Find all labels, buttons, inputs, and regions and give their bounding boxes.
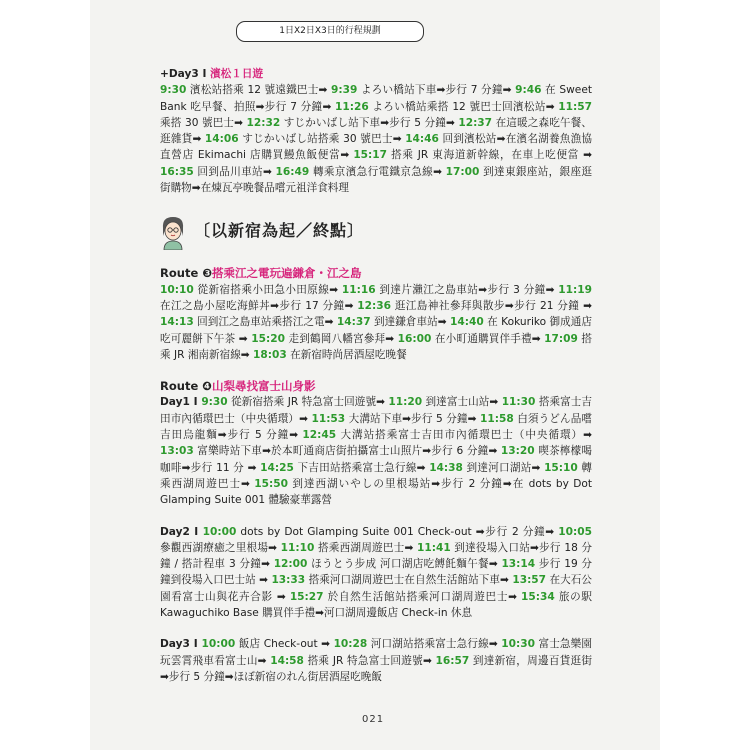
itinerary-text: 搭乘 JR 東海道新幹線，在車上吃便當 ➡	[387, 149, 592, 162]
route4-day3-itinerary	[160, 636, 592, 685]
itinerary-text: 在 Sweet Bank 吃早餐、拍照➡步行 7 分鐘➡	[160, 84, 592, 113]
itinerary-text: 濱松站搭乘 12 號遠鐵巴士➡	[186, 84, 331, 97]
time-stamp: 18:03	[253, 348, 287, 361]
time-stamp: 10:30	[501, 638, 535, 651]
itinerary-text: 搭乘 JR 特急富士回遊號➡	[303, 654, 436, 667]
itinerary-text: 在江之島小屋吃海鮮丼➡步行 17 分鐘➡	[160, 299, 358, 312]
itinerary-text: 到達河口湖站➡	[462, 461, 545, 474]
route4-day3-label: Day3 I	[160, 638, 202, 651]
itinerary-text: 喫茶檸檬喝咖啡➡步行 11 分 ➡	[160, 445, 592, 474]
time-stamp: 13:14	[501, 558, 536, 571]
time-stamp: 10:10	[160, 283, 194, 296]
itinerary-text: 旅の駅 Kawaguchiko Base 購買伴手禮➡河口湖周邊飯店 Check-in 休息	[160, 590, 592, 620]
itinerary-text: 在 Kokuriko 御成通店吃可麗餅下午茶 ➡	[160, 316, 592, 345]
itinerary-text: 下吉田站搭乘富士急行線➡	[293, 461, 430, 474]
avatar-icon	[158, 214, 188, 248]
time-stamp: 9:30	[160, 84, 187, 97]
time-stamp: 11:16	[341, 283, 376, 296]
time-stamp: 11:19	[558, 283, 592, 296]
time-stamp: 11:53	[311, 412, 346, 425]
time-stamp: 13:03	[160, 445, 194, 458]
time-stamp: 11:58	[479, 412, 514, 425]
route4-day2-body	[160, 526, 592, 619]
itinerary-text: 富樂時站下車➡於本町通商店街拍攝富士山照片➡步行 6 分鐘➡	[193, 445, 501, 458]
itinerary-text: 大溝站搭乘富士吉田市內循環巴士（中央循環）➡	[336, 429, 592, 442]
time-stamp: 12:45	[302, 429, 337, 442]
time-stamp: 15:20	[251, 332, 285, 345]
route3-heading-prefix: Route ❸	[160, 266, 212, 281]
time-stamp: 10:00	[201, 638, 236, 651]
time-stamp: 15:34	[521, 590, 555, 603]
time-stamp: 14:37	[336, 316, 371, 329]
day3-heading-title: 濱松１日遊	[210, 68, 264, 80]
page-header-title: 1日X2日X3日的行程規劃	[236, 21, 424, 42]
time-stamp: 11:20	[388, 396, 423, 409]
page-content	[160, 66, 592, 700]
itinerary-text: よろい橋站乘搭 12 號巴士回濱松站➡	[368, 100, 559, 113]
route4-day2-section	[160, 524, 592, 622]
day3-itinerary	[160, 82, 592, 196]
itinerary-text: 步行 19 分鐘到役場入口巴士站 ➡	[160, 558, 592, 587]
itinerary-text: 搭乘河口湖周遊巴士在自然生活館站下車➡	[305, 574, 513, 587]
time-stamp: 15:27	[289, 590, 324, 603]
time-stamp: 16:57	[435, 654, 470, 667]
time-stamp: 13:20	[500, 445, 535, 458]
itinerary-text: 在這暖之森吃午餐、逛雜貨➡	[160, 116, 592, 146]
time-stamp: 15:10	[544, 461, 578, 474]
banner-title: 〔以新宿為起／終點〕	[194, 221, 365, 241]
time-stamp: 11:30	[501, 396, 536, 409]
route4-heading-prefix: Route ❹	[160, 379, 212, 394]
time-stamp: 13:33	[271, 574, 306, 587]
time-stamp: 10:28	[333, 638, 368, 651]
route3-section	[160, 265, 592, 363]
itinerary-text: 大溝站下車➡步行 5 分鐘➡	[345, 412, 480, 425]
itinerary-text: dots by Dot Glamping Suite 001 Check-out ➡步行 2 分鐘➡	[236, 525, 559, 538]
time-stamp: 14:13	[160, 316, 194, 329]
route4-day1-itinerary	[160, 394, 592, 508]
itinerary-text: 到達東銀座站，銀座逛街購物➡在煉瓦亭晚餐品嚐元祖洋食料理	[160, 165, 592, 195]
route3-itinerary	[160, 282, 592, 363]
itinerary-text: 從新宿搭乘 JR 特急富士回遊號➡	[227, 396, 389, 409]
itinerary-text: 轉乘西湖周遊巴士➡	[160, 461, 593, 490]
time-stamp: 14:06	[204, 133, 239, 146]
time-stamp: 12:37	[458, 116, 493, 129]
time-stamp: 14:25	[260, 461, 294, 474]
itinerary-text: 到達片瀨江之島車站➡步行 3 分鐘➡	[375, 283, 559, 296]
time-stamp: 15:17	[353, 149, 388, 162]
time-stamp: 16:49	[275, 165, 310, 178]
time-stamp: 11:41	[416, 541, 451, 554]
itinerary-text: 於自然生活館站搭乘河口湖周遊巴士➡	[323, 590, 522, 603]
time-stamp: 17:00	[445, 165, 480, 178]
time-stamp: 10:00	[202, 525, 237, 538]
time-stamp: 9:30	[201, 396, 228, 409]
itinerary-text: 富士急樂園玩雲霄飛車看富士山➡	[160, 638, 592, 667]
time-stamp: 11:10	[280, 541, 315, 554]
time-stamp: 11:57	[558, 100, 592, 113]
itinerary-text: 到達鎌倉車站➡	[370, 316, 451, 329]
itinerary-text: すじかいばし站搭乘 30 號巴士➡	[238, 133, 406, 146]
time-stamp: 16:35	[160, 165, 194, 178]
time-stamp: 12:00	[273, 558, 308, 571]
itinerary-text: 回到濱松站➡在濱名湖養魚漁協直營店 Ekimachi 店購買鰻魚飯便當➡	[160, 133, 593, 162]
page-number: 021	[362, 714, 385, 725]
route3-heading	[160, 265, 592, 281]
itinerary-text: 走到鶴岡八幡宮參拜➡	[284, 332, 398, 345]
itinerary-text: よろい橋站下車➡步行 7 分鐘➡	[357, 84, 516, 97]
route4-heading	[160, 378, 592, 394]
time-stamp: 9:46	[515, 84, 542, 97]
itinerary-text: 在小町通購買伴手禮➡	[431, 332, 545, 345]
itinerary-text: 在大石公園看富士山與花卉合影 ➡	[160, 574, 592, 603]
itinerary-text: 河口湖站搭乘富士急行線➡	[367, 638, 502, 651]
route4-day1-body	[160, 396, 592, 506]
shinjuku-banner	[158, 211, 592, 251]
itinerary-text: 逛江島神社參拜與散步➡步行 21 分鐘 ➡	[390, 299, 592, 312]
itinerary-text: 乘搭 30 號巴士➡	[160, 116, 247, 129]
itinerary-text: 回到江之島車站乘搭江之電➡	[193, 316, 337, 329]
route4-day2-label: Day2 I	[160, 525, 203, 538]
time-stamp: 16:00	[397, 332, 432, 345]
time-stamp: 10:05	[558, 525, 592, 538]
time-stamp: 14:58	[270, 654, 304, 667]
route4-day1-label: Day1 I	[160, 396, 202, 409]
route4-day3-body	[160, 638, 592, 683]
day3-hamamatsu-section	[160, 66, 592, 196]
itinerary-text: 到達役場入口站➡步行 18 分鐘 / 搭計程車 3 分鐘➡	[160, 541, 592, 571]
route3-heading-title: 搭乘江之電玩遍鎌倉・江之島	[211, 266, 362, 281]
itinerary-text: 搭乘 JR 湘南新宿線➡	[160, 332, 592, 361]
itinerary-text: 搭乘西湖周遊巴士➡	[314, 541, 417, 554]
itinerary-text: 從新宿搭乘小田急小田原線➡	[193, 283, 342, 296]
itinerary-text: 白須うどん品嚐吉田烏龍麵➡步行 5 分鐘➡	[160, 412, 592, 442]
itinerary-text: 到達新宿，周邊百貨逛街➡步行 5 分鐘➡ほぼ新宿のれん街居酒屋吃晚飯	[160, 654, 592, 683]
day3-heading-prefix: +Day3 I	[160, 68, 211, 80]
time-stamp: 11:26	[335, 100, 369, 113]
route4-day2-itinerary	[160, 524, 592, 622]
time-stamp: 12:32	[246, 116, 281, 129]
itinerary-text: すじかいばし站下車➡步行 5 分鐘➡	[280, 116, 459, 129]
time-stamp: 13:57	[512, 574, 547, 587]
time-stamp: 17:09	[544, 332, 578, 345]
route4-heading-title: 山梨尋找富士山身影	[211, 379, 316, 394]
route4-section	[160, 378, 592, 508]
itinerary-text: 參觀西湖療癒之里根場➡	[160, 541, 281, 554]
time-stamp: 14:38	[429, 461, 463, 474]
itinerary-text: 在新宿時尚居酒屋吃晚餐	[286, 348, 407, 361]
time-stamp: 12:36	[357, 299, 391, 312]
time-stamp: 14:40	[450, 316, 484, 329]
itinerary-text: 轉乘京濱急行電鐵京急線➡	[309, 165, 446, 178]
itinerary-text: 飯店 Check-out ➡	[235, 638, 334, 651]
day3-heading	[160, 66, 592, 82]
time-stamp: 15:50	[254, 477, 288, 490]
itinerary-text: 到達西湖いやしの里根場站➡步行 2 分鐘➡在 dots by Dot Glamping Suite 001 體驗豪華露營	[160, 477, 592, 507]
time-stamp: 14:46	[405, 133, 439, 146]
itinerary-text: ほうとう步成 河口湖店吃餺飥麵午餐➡	[307, 558, 502, 571]
time-stamp: 9:39	[330, 84, 358, 97]
itinerary-text: 到達富士山站➡	[422, 396, 502, 409]
route4-day3-section	[160, 636, 592, 685]
itinerary-text: 回到品川車站➡	[193, 165, 276, 178]
itinerary-text: 搭乘富士吉田市內循環巴士（中央循環）➡	[160, 396, 592, 425]
